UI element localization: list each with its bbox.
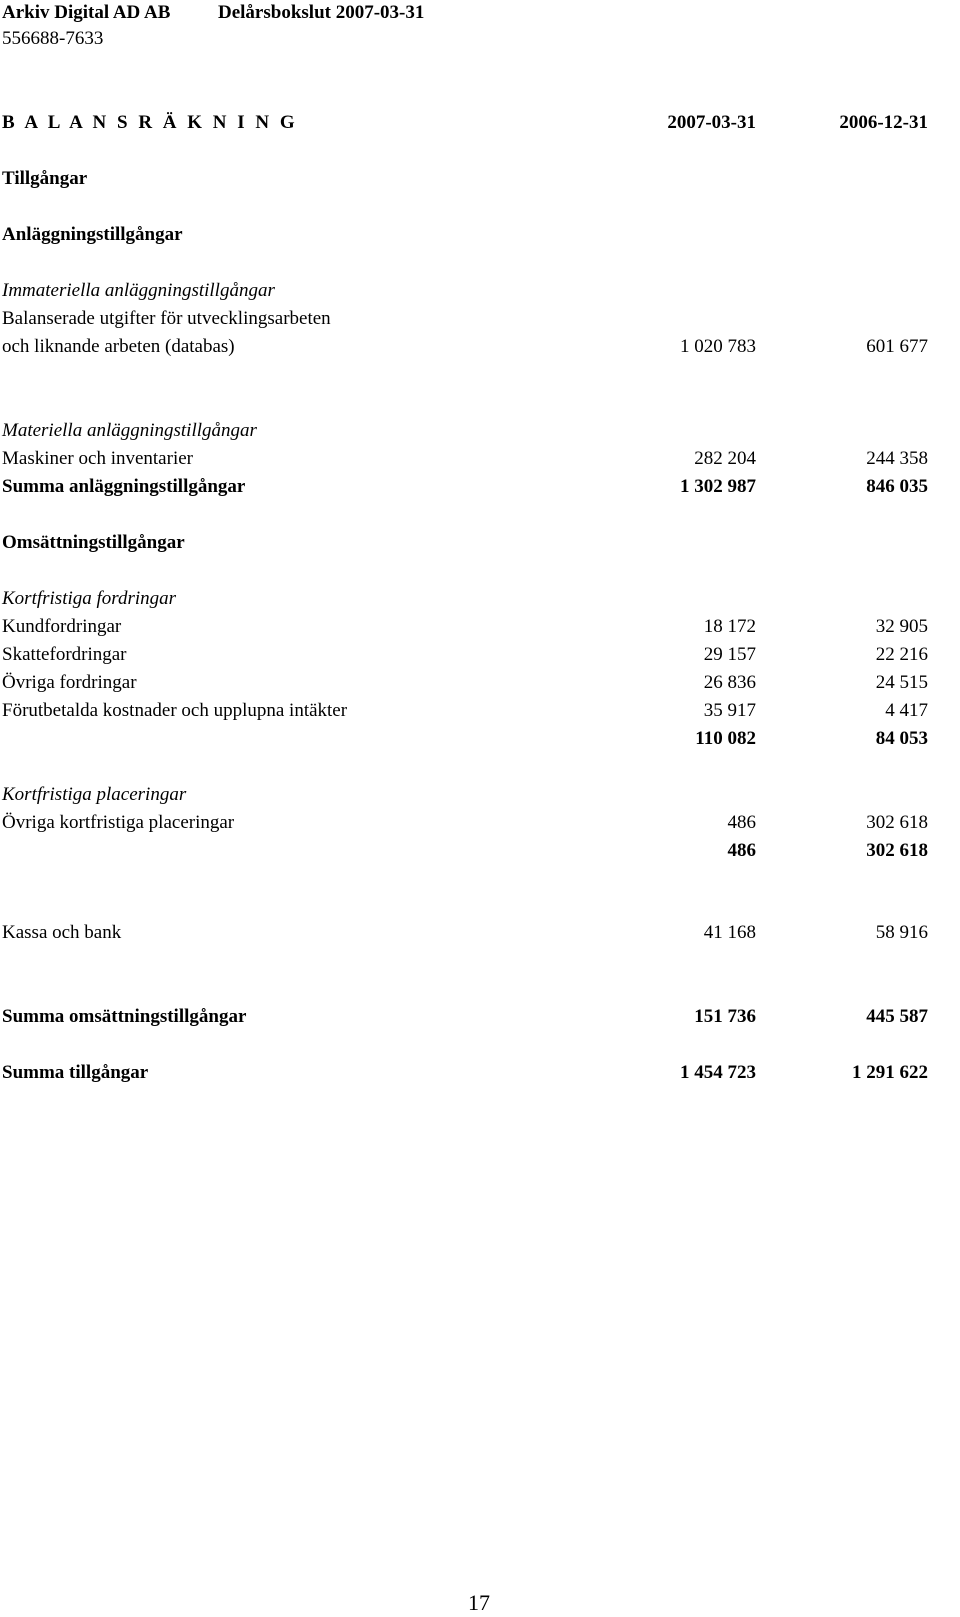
value-2006: 445 587 [866,1006,928,1027]
section-omsattning [0,530,960,556]
value-2006: 244 358 [866,448,928,469]
row-label: och liknande arbeten (databas) [2,336,235,357]
value-2007: 1 454 723 [680,1062,756,1083]
column-date-2: 2006-12-31 [839,112,928,133]
row-label: Förutbetalda kostnader och upplupna intäkter [2,700,348,721]
company-name: Arkiv Digital AD AB [2,2,171,23]
row-summa-anlaggning [0,474,960,500]
value-2006: 601 677 [866,336,928,357]
subsection-label: Materiella anläggningstillgångar [2,420,257,441]
row-kundfordringar [0,614,960,640]
value-2006: 84 053 [875,728,928,749]
row-sum-fordringar [0,726,960,752]
subsection-kortfr-fordringar [0,586,960,612]
value-2006: 302 618 [866,840,928,861]
value-2007: 18 172 [703,616,756,637]
row-skattefordringar [0,642,960,668]
value-2006: 846 035 [866,476,928,497]
row-label: Kundfordringar [2,616,122,637]
value-2007: 1 020 783 [680,336,756,357]
value-2007: 486 [727,840,756,861]
value-2006: 58 916 [875,922,928,943]
org-number-row [0,26,960,52]
row-label: Summa tillgångar [2,1062,149,1083]
row-ovriga-fordringar [0,670,960,696]
row-maskiner [0,446,960,472]
org-number: 556688-7633 [2,28,104,49]
value-2007: 26 836 [703,672,756,693]
value-2007: 282 204 [694,448,756,469]
section-label: Omsättningstillgångar [2,532,185,553]
row-label: Skattefordringar [2,644,127,665]
subsection-label: Kortfristiga fordringar [2,588,177,609]
value-2007: 151 736 [694,1006,756,1027]
row-label: Summa omsättningstillgångar [2,1006,247,1027]
value-2007: 1 302 987 [680,476,756,497]
value-2006: 4 417 [885,700,928,721]
row-label: Balanserade utgifter för utvecklingsarbeten [2,308,331,329]
page-number: 17 [468,1590,490,1615]
value-2007: 41 168 [703,922,756,943]
subsection-materiella [0,418,960,444]
value-2006: 24 515 [875,672,928,693]
row-label: Maskiner och inventarier [2,448,193,469]
value-2007: 110 082 [695,728,756,749]
row-label: Summa anläggningstillgångar [2,476,246,497]
document-header [0,0,960,26]
row-label: Övriga kortfristiga placeringar [2,812,235,833]
row-balanserade-1 [0,306,960,332]
row-kassa [0,920,960,946]
value-2006: 22 216 [875,644,928,665]
subsection-kortfr-placeringar [0,782,960,808]
row-label: Kassa och bank [2,922,122,943]
row-ovriga-placeringar [0,810,960,836]
row-forutbetalda [0,698,960,724]
row-summa-tillgangar [0,1060,960,1086]
value-2006: 32 905 [875,616,928,637]
section-label: Anläggningstillgångar [2,224,183,245]
subsection-label: Immateriella anläggningstillgångar [2,280,275,301]
value-2007: 29 157 [703,644,756,665]
value-2006: 302 618 [866,812,928,833]
column-date-1: 2007-03-31 [667,112,756,133]
balance-title: B A L A N S R Ä K N I N G [2,112,298,133]
row-label: Övriga fordringar [2,672,137,693]
row-sum-placeringar [0,838,960,864]
row-summa-omsattning [0,1004,960,1030]
balance-heading-row [0,110,960,136]
subsection-label: Kortfristiga placeringar [2,784,187,805]
value-2006: 1 291 622 [852,1062,928,1083]
row-balanserade-2 [0,334,960,360]
value-2007: 486 [727,812,756,833]
report-title: Delårsbokslut 2007-03-31 [218,2,425,23]
value-2007: 35 917 [703,700,756,721]
section-label: Tillgångar [2,168,88,189]
section-anlaggning [0,222,960,248]
section-tillgangar [0,166,960,192]
subsection-immateriella [0,278,960,304]
